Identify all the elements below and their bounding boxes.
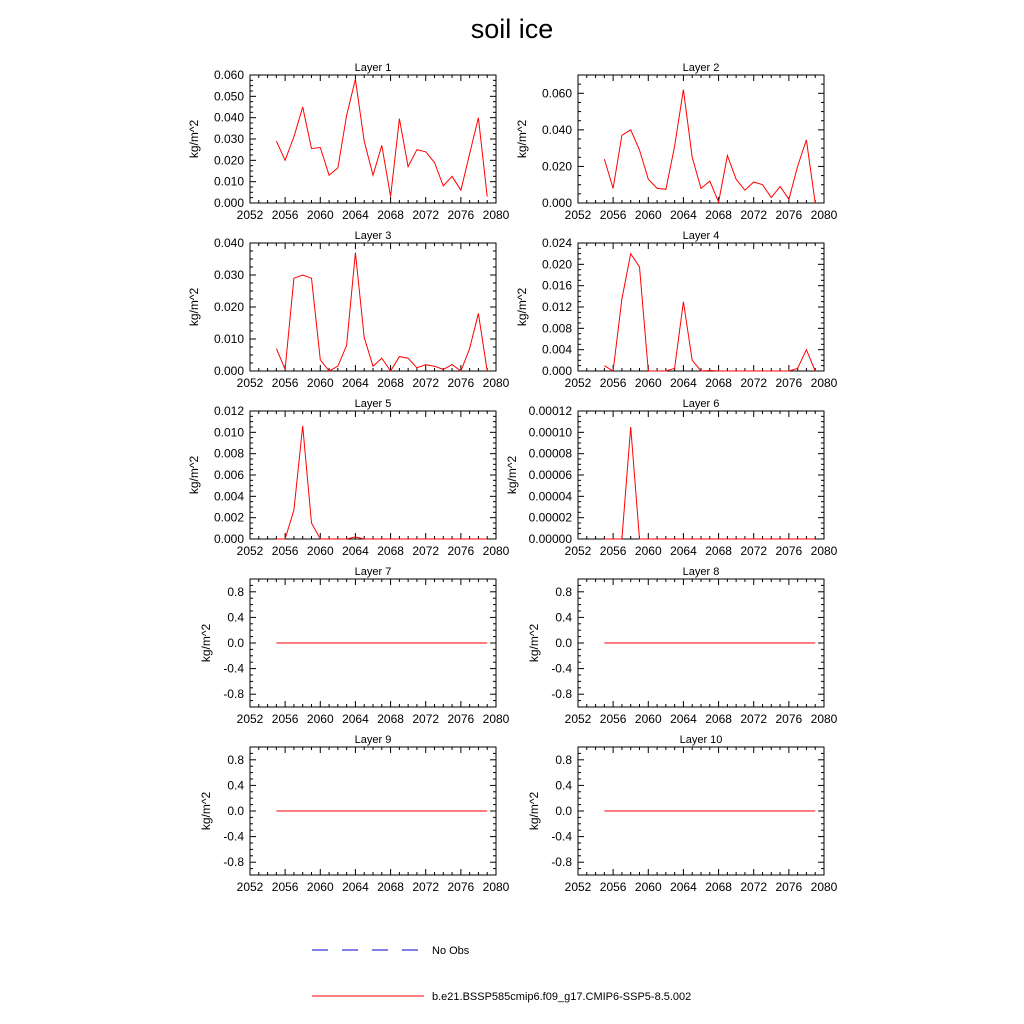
- x-tick-label: 2064: [342, 208, 369, 222]
- x-tick-label: 2076: [447, 712, 475, 726]
- x-tick-label: 2076: [775, 544, 803, 558]
- x-tick-label: 2072: [740, 880, 768, 894]
- y-tick-label: 0.00002: [528, 510, 572, 525]
- x-tick-label: 2072: [740, 208, 768, 222]
- y-tick-label: -0.4: [551, 829, 572, 844]
- y-axis-label: kg/m^2: [527, 623, 541, 663]
- x-tick-label: 2080: [482, 712, 510, 726]
- y-tick-label: 0.4: [227, 610, 244, 625]
- y-tick-label: 0.020: [541, 159, 572, 174]
- y-axis-label: kg/m^2: [515, 287, 529, 327]
- x-tick-label: 2080: [482, 544, 510, 558]
- x-tick-label: 2056: [271, 712, 299, 726]
- x-tick-label: 2080: [482, 880, 510, 894]
- x-tick-label: 2072: [740, 544, 768, 558]
- chart-panel-layer-4: [515, 230, 838, 390]
- y-tick-label: 0.030: [213, 268, 244, 282]
- x-tick-label: 2060: [634, 712, 662, 726]
- panel-title: Layer 4: [682, 230, 720, 242]
- y-tick-label: 0.040: [213, 236, 244, 250]
- x-tick-label: 2068: [705, 712, 732, 726]
- y-axis-label: kg/m^2: [515, 119, 529, 159]
- y-tick-label: 0.012: [541, 300, 572, 314]
- y-tick-label: 0.000: [213, 196, 244, 210]
- y-tick-label: 0.8: [227, 752, 244, 767]
- x-tick-label: 2060: [634, 544, 662, 558]
- x-tick-label: 2052: [236, 376, 264, 390]
- y-tick-label: -0.4: [551, 661, 572, 676]
- x-tick-label: 2072: [412, 880, 440, 894]
- y-tick-label: 0.8: [227, 584, 244, 599]
- y-tick-label: 0.020: [213, 300, 244, 314]
- y-axis-label: kg/m^2: [187, 119, 201, 159]
- x-tick-label: 2064: [342, 376, 369, 390]
- y-tick-label: 0.010: [213, 174, 244, 189]
- panel-title: Layer 1: [354, 62, 392, 74]
- x-tick-label: 2080: [810, 544, 838, 558]
- y-tick-label: 0.000: [541, 196, 572, 210]
- y-tick-label: -0.4: [223, 829, 244, 844]
- y-tick-label: 0.8: [555, 584, 572, 599]
- x-tick-label: 2068: [705, 376, 732, 390]
- x-tick-label: 2052: [564, 712, 592, 726]
- y-tick-label: 0.020: [541, 257, 572, 272]
- x-tick-label: 2056: [599, 544, 627, 558]
- x-tick-label: 2068: [377, 544, 404, 558]
- x-tick-label: 2056: [271, 376, 299, 390]
- x-tick-label: 2056: [599, 376, 627, 390]
- y-tick-label: 0.008: [213, 446, 244, 461]
- y-tick-label: 0.0: [227, 636, 244, 650]
- y-tick-label: -0.8: [551, 855, 572, 870]
- x-tick-label: 2068: [705, 880, 732, 894]
- plot-frame: [578, 75, 824, 203]
- y-tick-label: 0.012: [213, 404, 244, 418]
- y-tick-label: 0.4: [555, 610, 572, 625]
- series-line: [276, 426, 487, 539]
- figure-title: soil ice: [470, 14, 554, 44]
- series-line: [276, 253, 487, 371]
- panel-title: Layer 5: [354, 398, 392, 410]
- x-tick-label: 2076: [447, 208, 475, 222]
- x-tick-label: 2076: [447, 376, 475, 390]
- x-tick-label: 2060: [306, 208, 334, 222]
- y-tick-label: 0.040: [541, 122, 572, 137]
- y-tick-label: 0.004: [213, 489, 244, 504]
- series-line: [604, 254, 815, 371]
- y-tick-label: 0.8: [555, 752, 572, 767]
- y-tick-label: 0.4: [227, 778, 244, 793]
- x-tick-label: 2072: [412, 544, 440, 558]
- x-tick-label: 2060: [306, 712, 334, 726]
- y-tick-label: 0.00000: [528, 532, 572, 546]
- x-tick-label: 2080: [810, 712, 838, 726]
- x-tick-label: 2060: [634, 880, 662, 894]
- x-tick-label: 2056: [271, 880, 299, 894]
- x-tick-label: 2064: [670, 376, 697, 390]
- chart-panel-layer-3: [187, 230, 510, 390]
- y-tick-label: 0.00010: [528, 425, 572, 440]
- x-tick-label: 2076: [775, 208, 803, 222]
- y-tick-label: 0.00004: [528, 489, 572, 504]
- y-tick-label: 0.024: [541, 236, 572, 250]
- plot-frame: [250, 411, 496, 539]
- x-tick-label: 2056: [599, 880, 627, 894]
- x-tick-label: 2076: [447, 880, 475, 894]
- y-tick-label: 0.00008: [528, 446, 572, 461]
- y-axis-label: kg/m^2: [187, 455, 201, 495]
- x-tick-label: 2068: [377, 208, 404, 222]
- y-tick-label: 0.010: [213, 332, 244, 346]
- x-tick-label: 2064: [342, 712, 369, 726]
- x-tick-label: 2052: [236, 544, 264, 558]
- x-tick-label: 2080: [482, 376, 510, 390]
- chart-panel-layer-1: [187, 62, 510, 222]
- y-axis-label: kg/m^2: [199, 791, 213, 831]
- y-tick-label: 0.00012: [528, 404, 572, 418]
- x-tick-label: 2052: [236, 880, 264, 894]
- panel-title: Layer 7: [354, 566, 392, 578]
- x-tick-label: 2064: [670, 544, 697, 558]
- panel-title: Layer 3: [354, 230, 392, 242]
- y-tick-label: 0.010: [213, 425, 244, 440]
- x-tick-label: 2056: [271, 544, 299, 558]
- series-line: [604, 427, 815, 539]
- x-tick-label: 2060: [634, 208, 662, 222]
- legend-label-no-obs: No Obs: [432, 945, 470, 957]
- x-tick-label: 2072: [740, 712, 768, 726]
- y-tick-label: 0.006: [213, 468, 244, 482]
- x-tick-label: 2068: [377, 712, 404, 726]
- y-axis-label: kg/m^2: [187, 287, 201, 327]
- x-tick-label: 2068: [705, 208, 732, 222]
- y-tick-label: -0.8: [551, 687, 572, 702]
- x-tick-label: 2080: [810, 376, 838, 390]
- x-tick-label: 2064: [670, 712, 697, 726]
- panel-title: Layer 8: [682, 566, 720, 578]
- x-tick-label: 2060: [634, 376, 662, 390]
- panel-title: Layer 2: [682, 62, 720, 74]
- y-tick-label: -0.8: [223, 855, 244, 870]
- chart-panel-layer-2: [515, 62, 838, 222]
- x-tick-label: 2068: [377, 376, 404, 390]
- legend-label-model: b.e21.BSSP585cmip6.f09_g17.CMIP6-SSP5-8.5.002: [432, 991, 692, 1003]
- y-tick-label: 0.060: [541, 86, 572, 101]
- x-tick-label: 2076: [447, 544, 475, 558]
- y-tick-label: 0.000: [213, 532, 244, 546]
- x-tick-label: 2068: [705, 544, 732, 558]
- x-tick-label: 2064: [670, 880, 697, 894]
- y-tick-label: 0.4: [555, 778, 572, 793]
- plot-frame: [578, 243, 824, 371]
- y-tick-label: 0.050: [213, 89, 244, 104]
- x-tick-label: 2064: [670, 208, 697, 222]
- x-tick-label: 2080: [482, 208, 510, 222]
- y-tick-label: 0.020: [213, 153, 244, 168]
- x-tick-label: 2076: [775, 880, 803, 894]
- x-tick-label: 2064: [342, 880, 369, 894]
- panel-title: Layer 9: [354, 734, 392, 746]
- y-tick-label: 0.060: [213, 68, 244, 82]
- x-tick-label: 2060: [306, 376, 334, 390]
- panel-title: Layer 10: [679, 734, 723, 746]
- x-tick-label: 2076: [775, 376, 803, 390]
- x-tick-label: 2080: [810, 208, 838, 222]
- x-tick-label: 2052: [564, 376, 592, 390]
- x-tick-label: 2072: [740, 376, 768, 390]
- x-tick-label: 2060: [306, 880, 334, 894]
- y-axis-label: kg/m^2: [199, 623, 213, 663]
- y-tick-label: 0.004: [541, 342, 572, 357]
- y-tick-label: 0.0: [555, 804, 572, 818]
- series-line: [276, 79, 487, 196]
- x-tick-label: 2064: [342, 544, 369, 558]
- chart-panel-layer-8: [527, 566, 838, 726]
- chart-panel-layer-5: [187, 398, 510, 558]
- y-tick-label: 0.0: [227, 804, 244, 818]
- panel-title: Layer 6: [682, 398, 720, 410]
- series-line: [604, 90, 815, 203]
- y-tick-label: 0.016: [541, 278, 572, 293]
- plot-frame: [578, 411, 824, 539]
- chart-panel-layer-10: [527, 734, 838, 894]
- chart-panel-layer-9: [199, 734, 510, 894]
- y-tick-label: 0.00006: [528, 468, 572, 482]
- x-tick-label: 2052: [564, 208, 592, 222]
- x-tick-label: 2080: [810, 880, 838, 894]
- x-tick-label: 2072: [412, 208, 440, 222]
- x-tick-label: 2068: [377, 880, 404, 894]
- chart-panel-layer-7: [199, 566, 510, 726]
- x-tick-label: 2052: [236, 712, 264, 726]
- y-tick-label: 0.008: [541, 321, 572, 336]
- x-tick-label: 2060: [306, 544, 334, 558]
- y-tick-label: 0.030: [213, 132, 244, 146]
- plot-frame: [250, 75, 496, 203]
- x-tick-label: 2052: [564, 544, 592, 558]
- x-tick-label: 2072: [412, 712, 440, 726]
- x-tick-label: 2056: [271, 208, 299, 222]
- x-tick-label: 2052: [236, 208, 264, 222]
- y-tick-label: 0.040: [213, 110, 244, 125]
- y-axis-label: kg/m^2: [505, 455, 519, 495]
- y-axis-label: kg/m^2: [527, 791, 541, 831]
- y-tick-label: 0.002: [213, 510, 244, 525]
- chart-panel-layer-6: [505, 398, 838, 558]
- y-tick-label: -0.8: [223, 687, 244, 702]
- x-tick-label: 2076: [775, 712, 803, 726]
- x-tick-label: 2056: [599, 208, 627, 222]
- y-tick-label: 0.000: [541, 364, 572, 378]
- y-tick-label: 0.000: [213, 364, 244, 378]
- y-tick-label: 0.0: [555, 636, 572, 650]
- x-tick-label: 2052: [564, 880, 592, 894]
- y-tick-label: -0.4: [223, 661, 244, 676]
- x-tick-label: 2056: [599, 712, 627, 726]
- x-tick-label: 2072: [412, 376, 440, 390]
